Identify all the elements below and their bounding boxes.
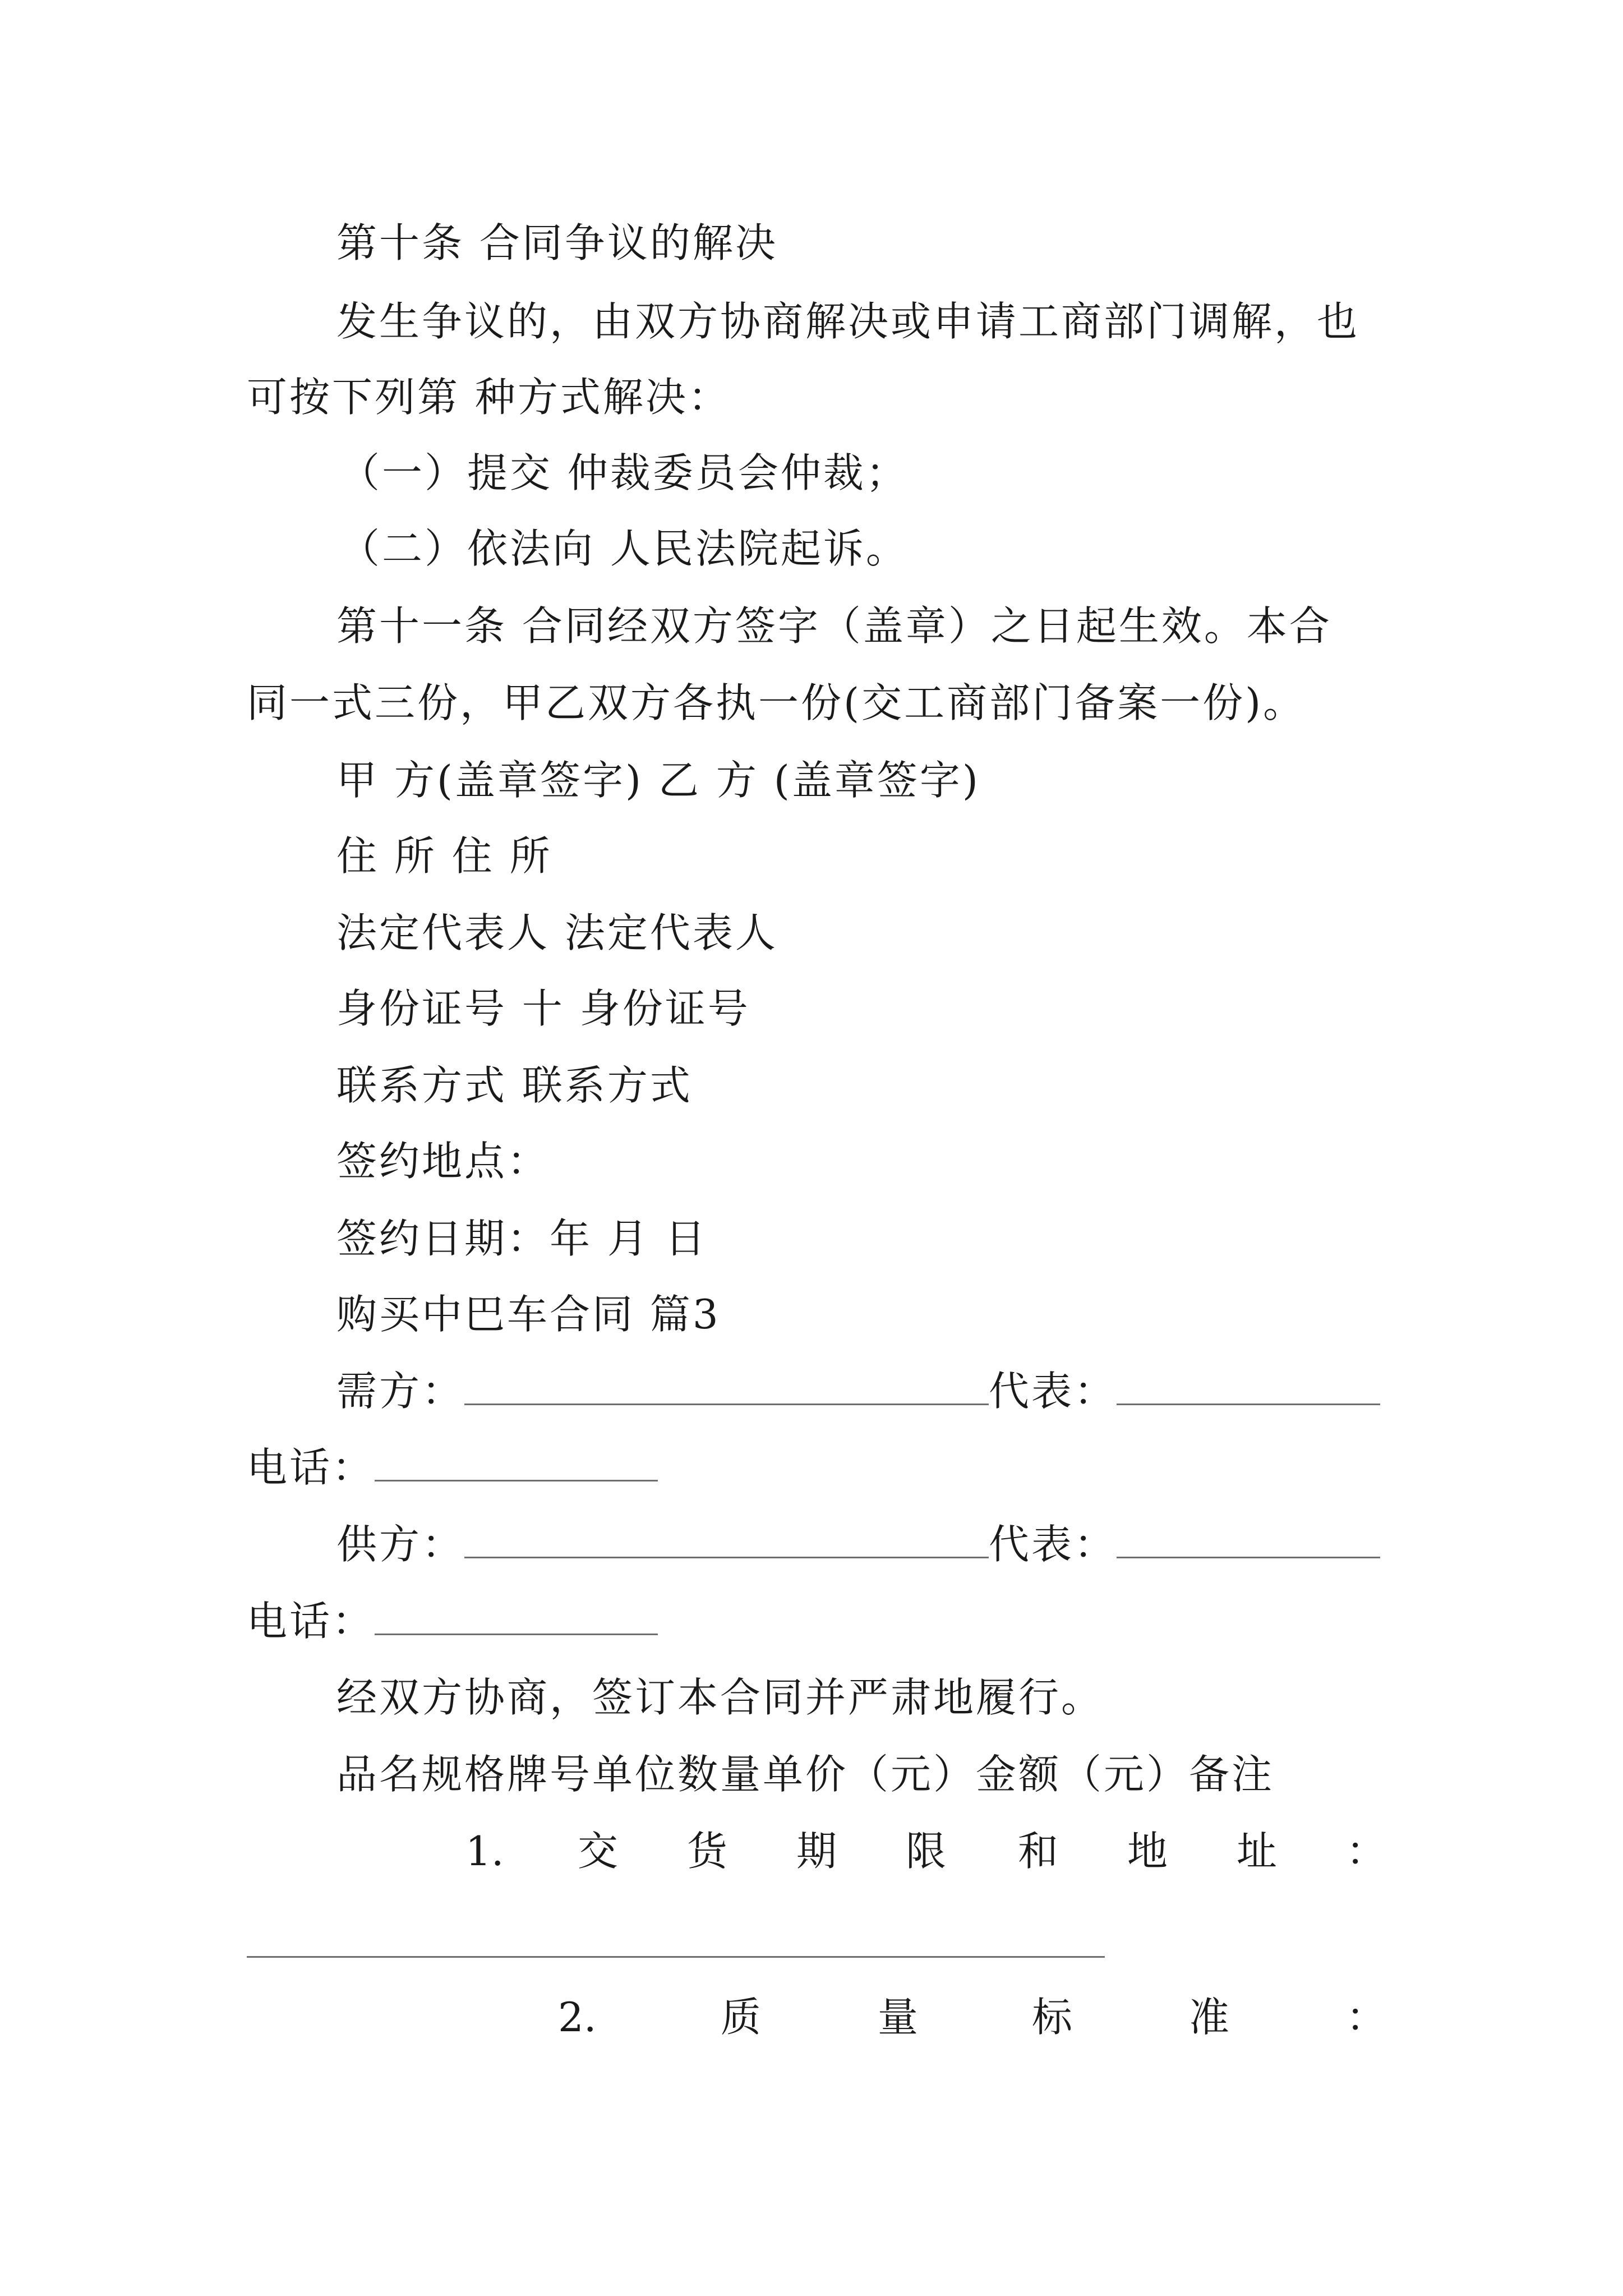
item-2-quality-standard: [0, 1990, 1623, 2044]
item-1-char: 和: [1018, 1828, 1059, 1875]
seller-rep-blank[interactable]: [1117, 1523, 1380, 1558]
buyer-name-blank[interactable]: [464, 1370, 989, 1405]
item-1-char: 期: [796, 1828, 837, 1875]
article-10-option-2: （二）依法向 人民法院起诉。: [339, 525, 909, 572]
seller-label: 供方：: [336, 1521, 465, 1568]
item-1-char: 限: [906, 1828, 947, 1875]
item-2-char: 准: [1189, 1994, 1230, 2041]
signature-contact: 联系方式 联系方式: [336, 1062, 693, 1109]
article-10-option-1: （一）提交 仲裁委员会仲裁；: [339, 449, 909, 496]
item-1-delivery-terms: [0, 1824, 1623, 1878]
buyer-phone-blank[interactable]: [375, 1446, 658, 1481]
item-2-number: 2.: [558, 1994, 597, 2041]
item-2-char: ：: [1346, 1994, 1387, 2041]
signing-date: 签约日期：年 月 日: [336, 1215, 708, 1262]
seller-line: [336, 1517, 1380, 1571]
buyer-label: 需方：: [336, 1368, 465, 1415]
agreement-statement: 经双方协商，签订本合同并严肃地履行。: [336, 1674, 1104, 1721]
signing-place: 签约地点：: [336, 1138, 550, 1185]
signature-address: 住 所 住 所: [336, 832, 552, 880]
signature-id-number: 身份证号 十 身份证号: [336, 985, 750, 1032]
item-1-char: 货: [687, 1828, 728, 1875]
buyer-phone-label: 电话：: [247, 1444, 375, 1491]
seller-phone-line: [247, 1594, 658, 1648]
article-11-line-1: 第十一条 合同经双方签字（盖章）之日起生效。本合: [336, 602, 1332, 650]
item-2-char: 量: [878, 1994, 919, 2041]
signature-parties: 甲 方(盖章签字) 乙 方 (盖章签字): [336, 757, 980, 804]
buyer-phone-line: [247, 1441, 658, 1494]
item-1-answer-blank[interactable]: [247, 1956, 1105, 1958]
article-10-title: 第十条 合同争议的解决: [336, 219, 778, 266]
item-1-char: 地: [1127, 1828, 1168, 1875]
buyer-rep-blank[interactable]: [1117, 1370, 1380, 1405]
seller-name-blank[interactable]: [464, 1523, 989, 1558]
item-1-char: 交: [578, 1828, 619, 1875]
signature-representative: 法定代表人 法定代表人: [336, 909, 778, 956]
buyer-line: [336, 1364, 1380, 1418]
buyer-rep-label: 代表：: [989, 1368, 1117, 1415]
item-2-char: 质: [721, 1994, 762, 2041]
article-10-body-line-2: 可按下列第 种方式解决：: [247, 374, 731, 421]
item-1-char: ：: [1346, 1828, 1387, 1875]
section-title: 购买中巴车合同 篇3: [336, 1291, 721, 1338]
item-1-number: 1.: [465, 1828, 504, 1875]
article-10-body-line-1: 发生争议的，由双方协商解决或申请工商部门调解，也: [336, 298, 1360, 345]
item-2-char: 标: [1032, 1994, 1073, 2041]
item-1-char: 址: [1237, 1828, 1278, 1875]
article-11-line-2: 同一式三份，甲乙双方各执一份(交工商部门备案一份)。: [247, 679, 1306, 726]
goods-table-header: 品名规格牌号单位数量单价（元）金额（元）备注: [336, 1751, 1275, 1798]
seller-phone-label: 电话：: [247, 1598, 375, 1645]
seller-phone-blank[interactable]: [375, 1600, 658, 1635]
seller-rep-label: 代表：: [989, 1521, 1117, 1568]
